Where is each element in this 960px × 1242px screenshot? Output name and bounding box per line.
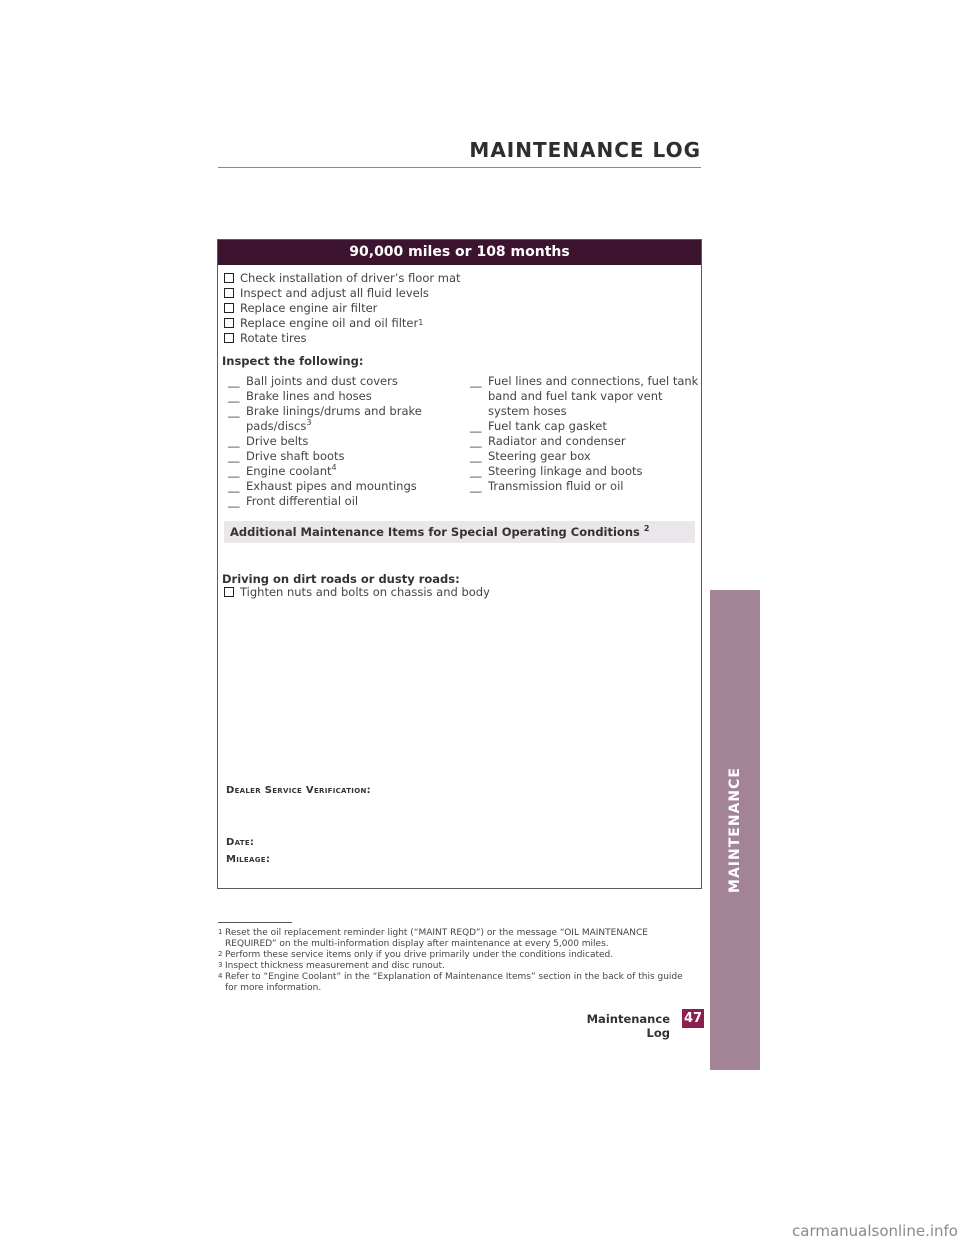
inspect-item-text: Steering linkage and boots	[488, 464, 643, 478]
inspect-item-label	[488, 434, 702, 449]
footnote-ref: 4	[331, 463, 337, 473]
inspect-item-text: Brake linings/drums and brake pads/discs	[246, 404, 422, 433]
footnote-number: 3	[218, 961, 223, 969]
blank-line-icon: __	[228, 434, 240, 448]
inspect-item	[228, 434, 448, 449]
inspect-item-label	[488, 464, 702, 479]
inspect-item-text: Front differential oil	[246, 494, 359, 508]
checklist-item-label: Replace engine air filter	[240, 300, 378, 315]
footer-section-label: Maintenance Log	[586, 1012, 670, 1040]
footnote-text: Reset the oil replacement reminder light (“MAINT REQD”) or the message “OIL MAINTENANCE REQUIRED” on the multi-information display after maintenance at every 5,000 miles.	[225, 928, 648, 949]
checklist-item	[224, 300, 461, 315]
footnote-number: 2	[218, 950, 223, 958]
footnote	[218, 972, 688, 994]
checklist-item-label: Check installation of driver’s floor mat	[240, 270, 461, 285]
inspect-item-label	[246, 389, 448, 404]
blank-line-icon: __	[470, 419, 482, 433]
special-conditions-band	[224, 521, 695, 543]
date-label: Date:	[226, 837, 255, 848]
blank-line-icon: __	[228, 464, 240, 478]
checklist-item	[224, 330, 461, 345]
side-tab-label: MAINTENANCE	[727, 767, 743, 893]
blank-line-icon: __	[228, 374, 240, 388]
inspect-item	[470, 434, 702, 449]
blank-line-icon: __	[470, 464, 482, 478]
checkbox-icon	[224, 273, 234, 283]
checklist-item-label: Inspect and adjust all fluid levels	[240, 285, 429, 300]
inspect-item	[228, 464, 448, 479]
inspect-item-label	[488, 419, 702, 434]
footnote-ref: 3	[306, 418, 312, 428]
dirt-roads-list	[224, 584, 490, 599]
inspect-item-text: Fuel lines and connections, fuel tank band and fuel tank vapor vent system hoses	[488, 374, 699, 418]
inspect-item	[228, 494, 448, 509]
inspect-item	[228, 374, 448, 389]
dealer-verification-label: Dealer Service Verification:	[226, 785, 371, 796]
blank-line-icon: __	[228, 494, 240, 508]
inspect-heading: Inspect the following:	[222, 354, 364, 368]
inspect-item-label	[246, 434, 448, 449]
inspect-item-text: Radiator and condenser	[488, 434, 626, 448]
checklist-item	[224, 584, 490, 599]
footnote-number: 1	[218, 928, 223, 936]
side-tab	[710, 590, 760, 1070]
page-number: 47	[683, 1011, 703, 1026]
blank-line-icon: __	[470, 479, 482, 493]
checklist-item: Replace engine oil and oil filter 1	[224, 315, 461, 330]
inspect-item-label	[246, 479, 448, 494]
inspect-item-text: Transmission fluid or oil	[488, 479, 624, 493]
inspect-list-left	[228, 374, 448, 509]
blank-line-icon: __	[228, 479, 240, 493]
checkbox-icon	[224, 303, 234, 313]
checkbox-icon	[224, 318, 234, 328]
checklist-item-label: Tighten nuts and bolts on chassis and body	[240, 584, 490, 599]
title-rule	[218, 167, 701, 168]
inspect-item-text: Ball joints and dust covers	[246, 374, 398, 388]
inspect-item-label	[246, 404, 448, 434]
page-title: MAINTENANCE LOG	[469, 138, 701, 162]
footnote-text: Inspect thickness measurement and disc runout.	[225, 961, 445, 971]
blank-line-icon: __	[470, 374, 482, 388]
inspect-item-text: Drive shaft boots	[246, 449, 345, 463]
inspect-item-label	[246, 464, 448, 479]
checklist-item	[224, 285, 461, 300]
inspect-item	[228, 404, 448, 434]
special-conditions-heading: Additional Maintenance Items for Special Operating Conditions	[230, 525, 640, 539]
blank-line-icon: __	[470, 449, 482, 463]
checklist-item-label: Replace engine oil and oil filter	[240, 315, 419, 330]
inspect-list-right	[470, 374, 702, 494]
checkbox-icon	[224, 288, 234, 298]
inspect-item-text: Brake lines and hoses	[246, 389, 372, 403]
inspect-item	[228, 479, 448, 494]
inspect-item-text: Engine coolant	[246, 464, 332, 478]
footnote	[218, 950, 688, 961]
footnote	[218, 961, 688, 972]
blank-line-icon: __	[228, 404, 240, 418]
footnote-text: Perform these service items only if you drive primarily under the conditions indicated.	[225, 950, 614, 960]
footnote	[218, 928, 688, 950]
blank-line-icon: __	[228, 389, 240, 403]
checkbox-icon	[224, 333, 234, 343]
inspect-item	[228, 389, 448, 404]
footnote-rule	[218, 922, 292, 923]
blank-line-icon: __	[228, 449, 240, 463]
inspect-item	[470, 374, 702, 419]
inspect-item-text: Steering gear box	[488, 449, 591, 463]
inspect-item-text: Exhaust pipes and mountings	[246, 479, 417, 493]
inspect-item-text: Drive belts	[246, 434, 309, 448]
blank-line-icon: __	[470, 434, 482, 448]
checklist	[224, 270, 461, 345]
inspect-item	[470, 464, 702, 479]
inspect-item	[470, 479, 702, 494]
inspect-item-label	[488, 479, 702, 494]
footnote-number: 4	[218, 972, 223, 980]
inspect-item	[470, 419, 702, 434]
footnotes	[218, 928, 688, 994]
dirt-roads-heading: Driving on dirt roads or dusty roads:	[222, 572, 460, 586]
inspect-item-label	[246, 374, 448, 389]
checklist-item	[224, 270, 461, 285]
inspect-item-label	[246, 449, 448, 464]
checklist-item-label: Rotate tires	[240, 330, 307, 345]
maintenance-log-box	[217, 239, 702, 889]
watermark: carmanualsonline.info	[792, 1222, 958, 1240]
inspect-item	[470, 449, 702, 464]
inspect-item	[228, 449, 448, 464]
inspect-item-text: Fuel tank cap gasket	[488, 419, 607, 433]
footnote-text: Refer to “Engine Coolant” in the “Explanation of Maintenance Items” section in the back of this guide for more information.	[225, 972, 683, 993]
inspect-item-label	[246, 494, 448, 509]
interval-header: 90,000 miles or 108 months	[218, 240, 701, 265]
special-conditions-footnote-ref: 2	[643, 524, 650, 534]
checkbox-icon	[224, 587, 234, 597]
inspect-item-label	[488, 449, 702, 464]
inspect-item-label	[488, 374, 702, 419]
mileage-label: Mileage:	[226, 854, 271, 865]
